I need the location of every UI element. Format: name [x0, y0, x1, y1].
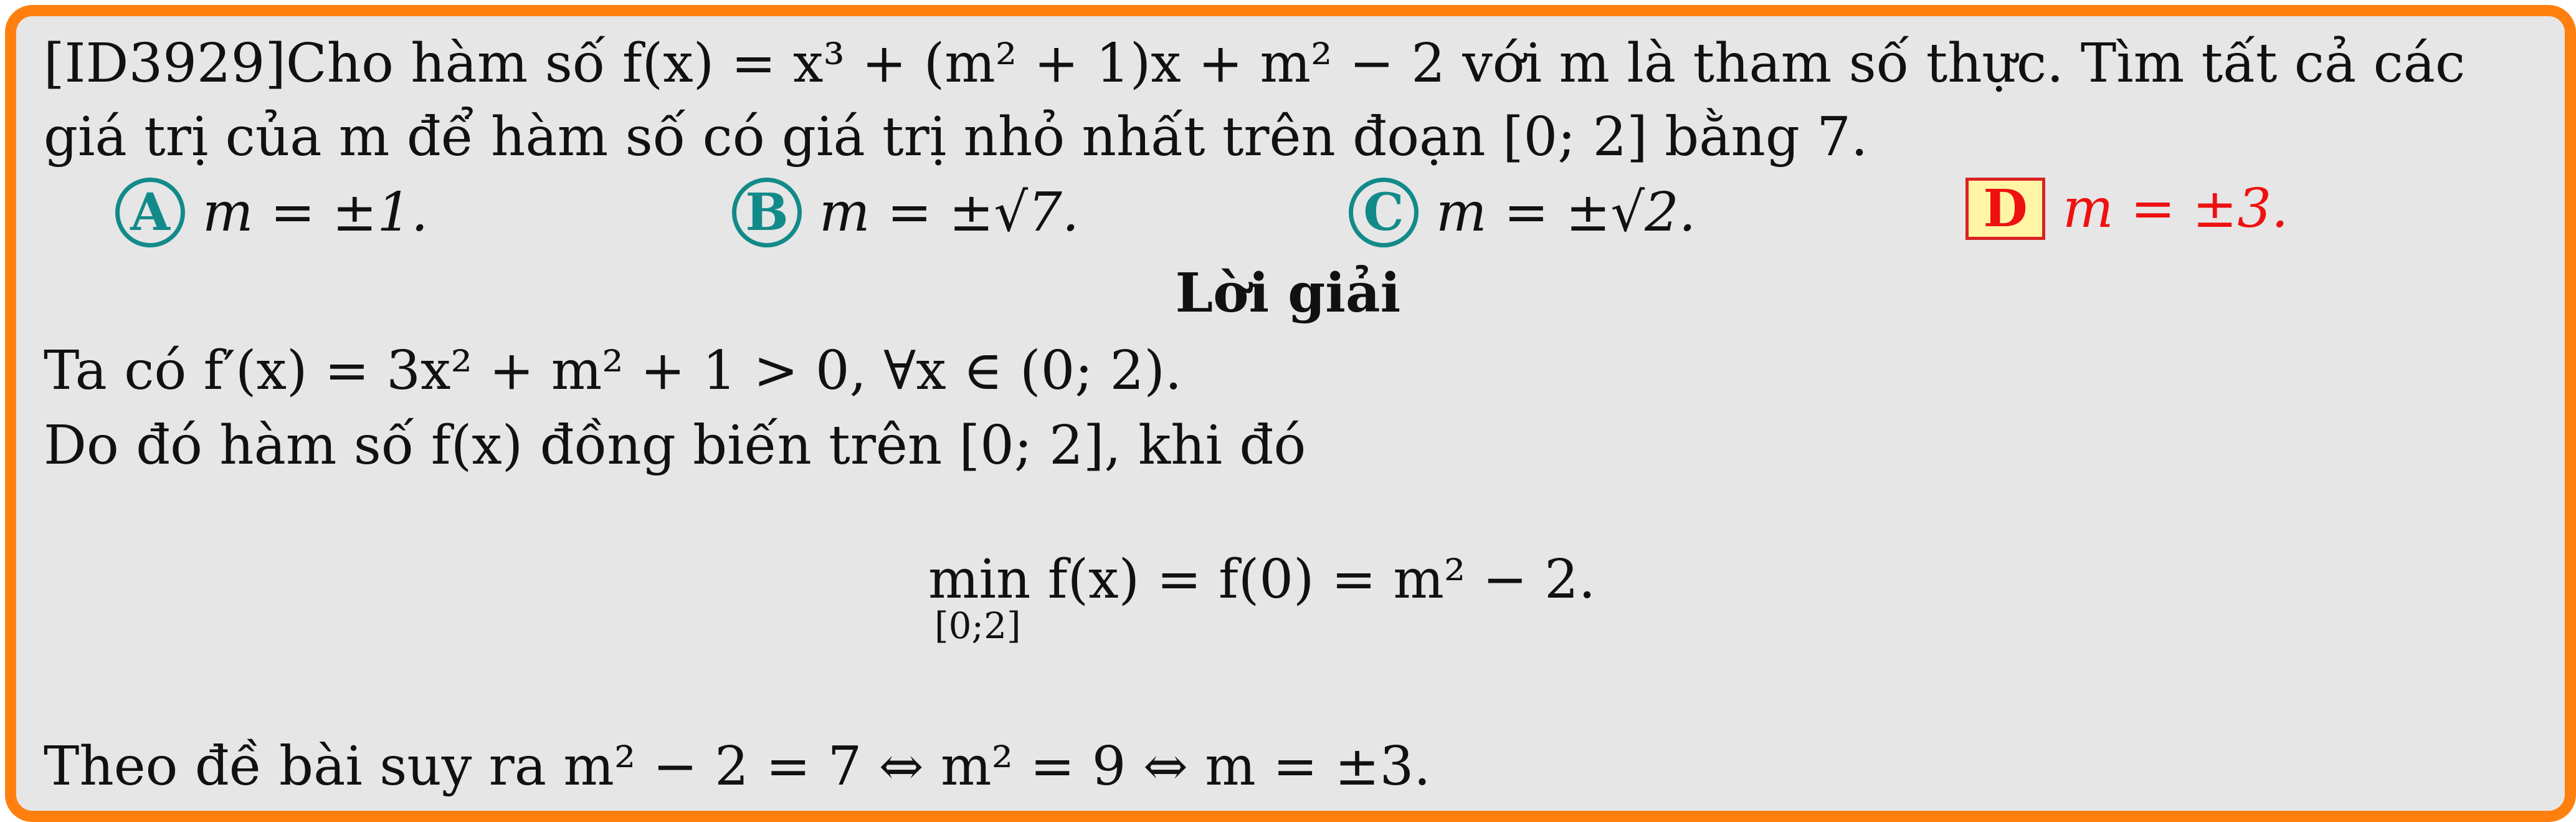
choice-c[interactable] [1349, 178, 1696, 247]
choice-b-badge: B [732, 178, 802, 247]
display-min: min [928, 548, 1031, 611]
solution-heading: Lời giải [1175, 262, 1401, 325]
solution-line-1: Ta có f′(x) = 3x² + m² + 1 > 0, ∀x ∈ (0; 2). [44, 340, 1182, 402]
choice-a-badge: A [115, 178, 185, 247]
choice-d-correct[interactable] [1965, 178, 2288, 240]
display-equation [928, 548, 1595, 611]
display-rest: f(x) = f(0) = m² − 2. [1047, 548, 1596, 611]
solution-line-2: Do đó hàm số f(x) đồng biến trên [0; 2], khi đó [44, 414, 1306, 477]
choice-d-text: m = ±3. [2063, 178, 2289, 240]
choice-c-text: m = ±√2. [1436, 181, 1696, 244]
display-subscript: [0;2] [934, 605, 1021, 647]
choice-b-text: m = ±√7. [819, 181, 1080, 244]
choice-a[interactable] [115, 178, 428, 247]
problem-line-2: giá trị của m để hàm số có giá trị nhỏ nhất trên đoạn [0; 2] bằng 7. [44, 106, 1868, 168]
choice-c-badge: C [1349, 178, 1419, 247]
solution-line-3: Theo đề bài suy ra m² − 2 = 7 ⇔ m² = 9 ⇔ m = ±3. [44, 735, 1431, 798]
choice-d-badge: D [1965, 178, 2045, 240]
choice-a-text: m = ±1. [202, 181, 429, 244]
choice-b[interactable] [732, 178, 1079, 247]
problem-line-1: [ID3929]Cho hàm số f(x) = x³ + (m² + 1)x + m² − 2 với m là tham số thực. Tìm tất cả các [44, 32, 2466, 95]
